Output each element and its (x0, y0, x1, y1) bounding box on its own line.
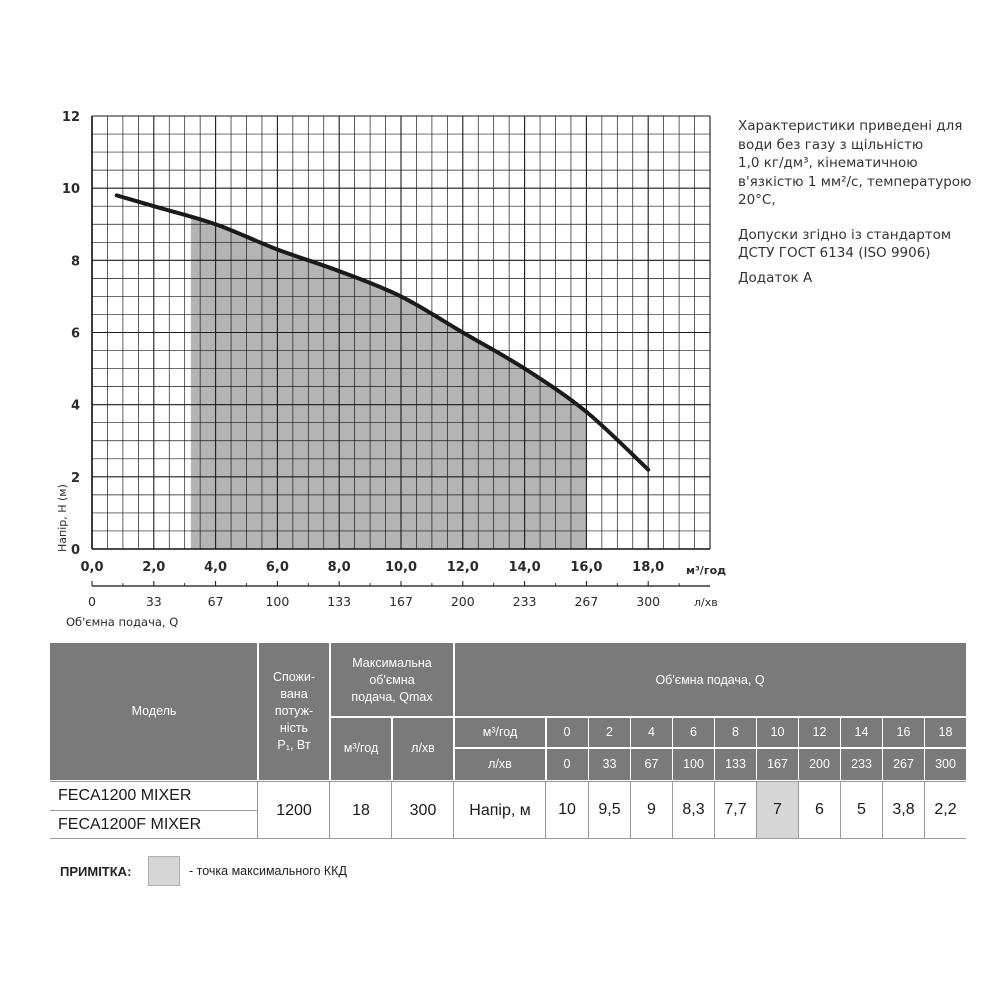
header-flow: Об'ємна подача, Q (454, 643, 966, 717)
x2-tick-label: 200 (450, 594, 475, 609)
efficiency-shaded-region (191, 217, 587, 549)
legend (60, 855, 347, 887)
x-tick-label: 10,0 (384, 560, 418, 575)
flow-lmin-cell: 167 (757, 748, 798, 780)
flow-m3-cell: 0 (546, 717, 588, 748)
note-standard: Допуски згідно із стандартом ДСТУ ГОСТ 6134 (ISO 9906) (738, 226, 952, 261)
y-tick-label: 0 (70, 543, 80, 558)
flow-lmin-cell: 100 (673, 748, 714, 780)
x2-tick-label: 33 (145, 594, 162, 609)
x-tick-label: 12,0 (446, 560, 479, 575)
note-conditions: Характеристики приведені для води без газу з щільністю 1,0 кг/дм³, кінематичною в'язкістю 1 мм²/с, температурою 20°С, (738, 118, 972, 208)
header-power: Спожи- вана потуж- ність P₁, Вт (258, 643, 330, 780)
x-tick-label: 6,0 (265, 560, 289, 575)
header-flow-m3: м³/год (454, 717, 546, 748)
x-axis-unit-top: м³/год (686, 564, 727, 577)
model-name-2: FECA1200F MIXER (50, 811, 258, 839)
legend-text: - точка максимального ККД (189, 864, 347, 878)
flow-m3-cell: 12 (799, 717, 840, 748)
flow-lmin-cell: 233 (841, 748, 882, 780)
head-value-cell: 9 (631, 782, 672, 838)
flow-m3-cell: 14 (841, 717, 882, 748)
x2-tick-label: 67 (207, 594, 224, 609)
x-tick-label: 16,0 (570, 560, 603, 575)
shaded-area (191, 217, 587, 549)
flow-m3-cell: 2 (589, 717, 630, 748)
head-label: Напір, м (454, 782, 546, 839)
qmax-m3-value: 18 (330, 782, 392, 839)
head-value-cell: 9,5 (589, 782, 630, 838)
head-value-cell: 8,3 (673, 782, 714, 838)
note-appendix: Додаток А (738, 269, 813, 286)
header-flow-lmin: л/хв (454, 748, 546, 780)
flow-lmin-cell: 133 (715, 748, 756, 780)
y-axis-label: Напір, Н (м) (56, 484, 69, 552)
legend-swatch (148, 856, 180, 886)
y-tick-label: 6 (70, 326, 80, 342)
x2-tick-label: 233 (512, 594, 537, 609)
flow-m3-cell: 4 (631, 717, 672, 748)
y-tick-label: 12 (61, 110, 80, 125)
head-value-cell: 6 (799, 782, 840, 838)
flow-m3-cell: 6 (673, 717, 714, 748)
flow-lmin-cell: 0 (546, 748, 588, 780)
x-tick-label: 8,0 (327, 560, 351, 575)
header-qmax: Максимальна об'ємна подача, Qmax (330, 643, 454, 717)
y-tick-label: 10 (61, 182, 80, 198)
model-name-1: FECA1200 MIXER (50, 782, 258, 809)
flow-m3-cell: 18 (925, 717, 966, 748)
x-tick-label: 4,0 (204, 560, 228, 575)
chart-grid (92, 116, 710, 549)
flow-lmin-cell: 300 (925, 748, 966, 780)
y-tick-label: 4 (70, 398, 80, 414)
x-axis-label: Об'ємна подача, Q (66, 615, 179, 629)
header-qmax-m3: м³/год (330, 717, 392, 780)
x-tick-label: 0,0 (80, 560, 104, 575)
flow-m3-cell: 10 (757, 717, 798, 748)
power-value: 1200 (258, 782, 330, 839)
flow-m3-cell: 16 (883, 717, 924, 748)
spec-table (50, 643, 966, 839)
x2-tick-label: 300 (636, 594, 661, 609)
head-value-cell: 5 (841, 782, 882, 838)
x2-tick-label: 0 (88, 594, 96, 609)
flow-lmin-cell: 267 (883, 748, 924, 780)
x-axis-unit-bottom: л/хв (694, 596, 718, 609)
x-tick-label: 2,0 (142, 560, 166, 575)
header-qmax-lmin: л/хв (392, 717, 454, 780)
x-tick-label: 14,0 (508, 560, 541, 575)
head-value-cell: 10 (546, 782, 588, 838)
chart-notes (738, 117, 978, 303)
x-tick-label: 18,0 (632, 560, 665, 575)
flow-lmin-cell: 67 (631, 748, 672, 780)
y-tick-label: 2 (70, 470, 80, 486)
qmax-lmin-value: 300 (392, 782, 454, 839)
flow-lmin-cell: 200 (799, 748, 840, 780)
x2-tick-label: 267 (574, 594, 599, 609)
flow-m3-cell: 8 (715, 717, 756, 748)
head-value-cell: 3,8 (883, 782, 924, 838)
x2-tick-label: 133 (327, 594, 352, 609)
head-value-cell: 7 (757, 782, 798, 838)
header-model: Модель (50, 643, 258, 780)
x2-tick-label: 167 (389, 594, 413, 609)
head-value-cell: 2,2 (925, 782, 966, 838)
flow-lmin-cell: 33 (589, 748, 630, 780)
y-tick-label: 8 (70, 254, 80, 270)
head-value-cell: 7,7 (715, 782, 756, 838)
x2-tick-label: 100 (265, 594, 290, 609)
legend-label: ПРИМІТКА: (60, 863, 132, 879)
